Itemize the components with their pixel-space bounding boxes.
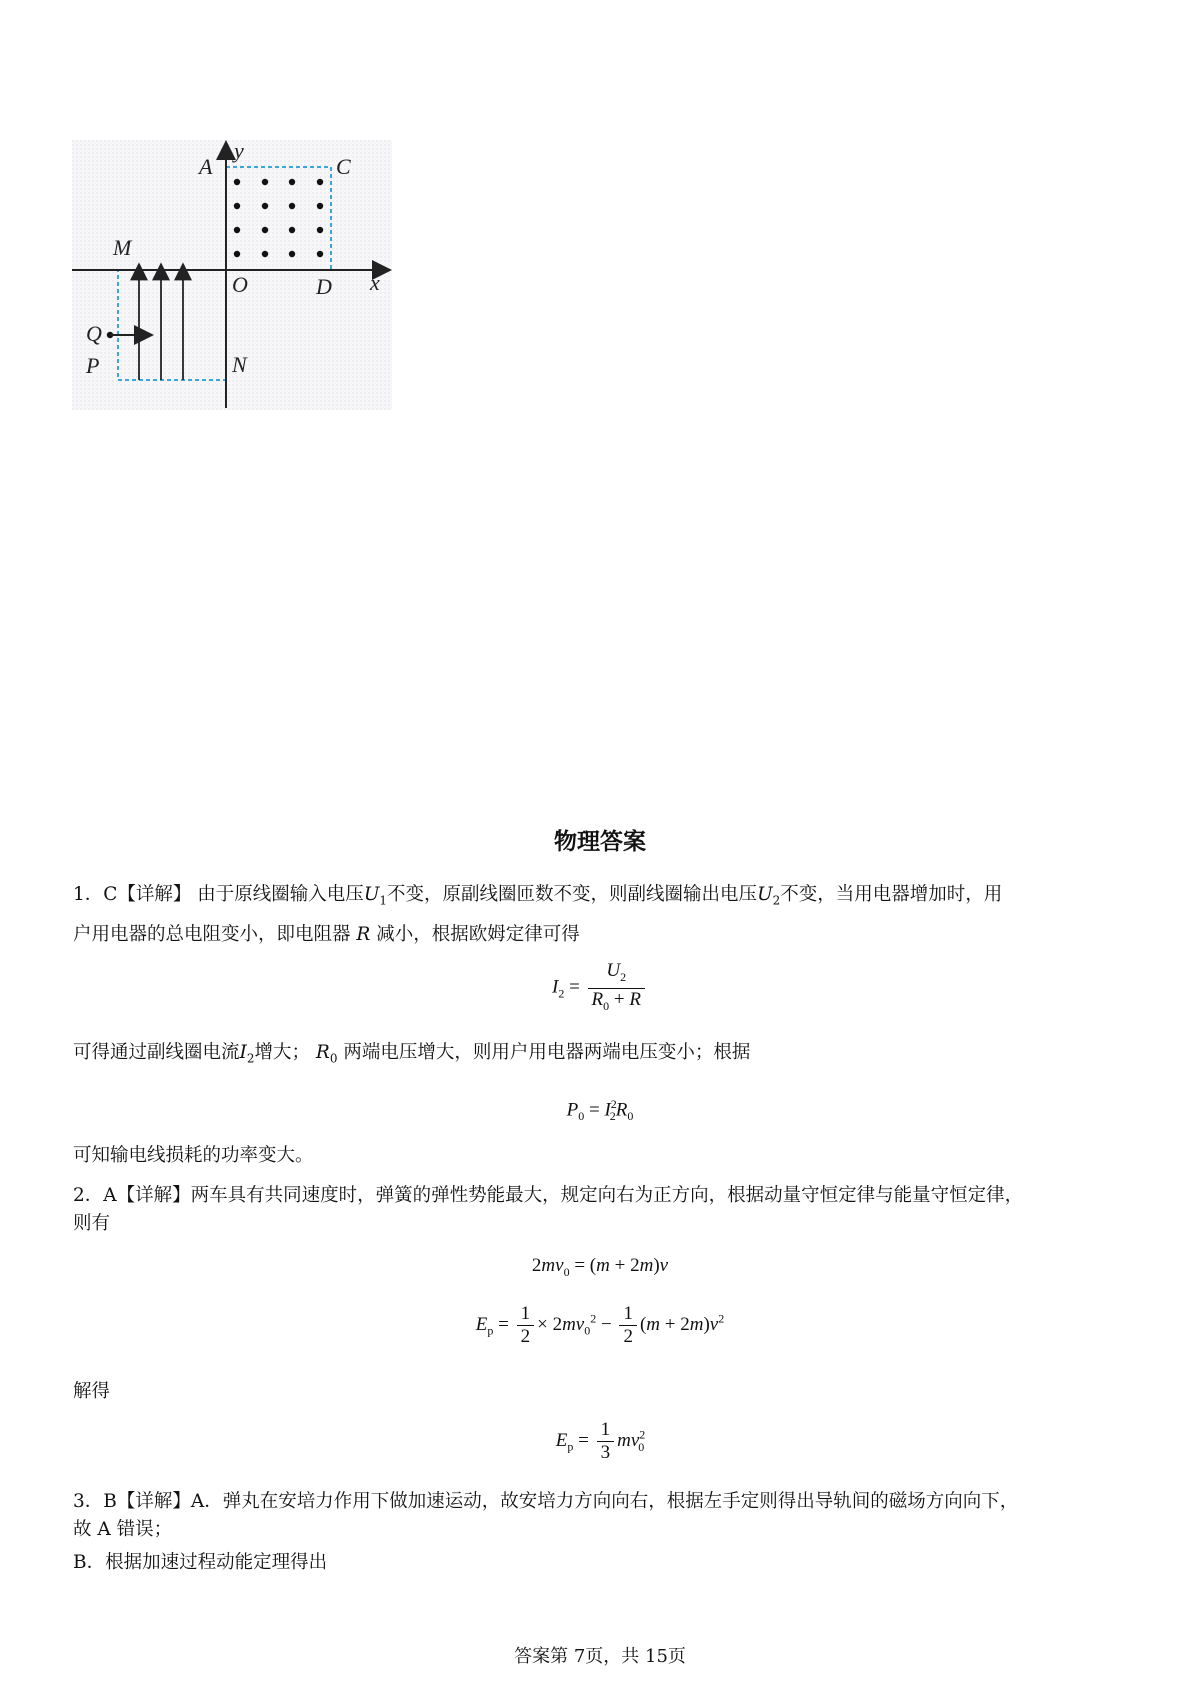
q2-line1: 2．A【详解】两车具有共同速度时，弹簧的弹性势能最大，规定向右为正方向，根据动量守恒定律与能量守恒定律， (73, 1185, 1024, 1206)
label-y: y (234, 140, 244, 163)
label-n: N (232, 352, 247, 377)
q2-line2: 则有 (73, 1213, 111, 1234)
label-x: x (370, 270, 380, 295)
label-p: P (86, 353, 100, 378)
page-title: 物理答案 (554, 829, 646, 855)
q1-line1: 1．C【详解】 由于原线圈输入电压$U_1$不变，原副线圈匝数不变，则副线圈输出电压$U_2$不变，当用电器增加时，用 (73, 884, 1003, 908)
page-footer: 答案第 7页，共 15页 (514, 1646, 686, 1667)
q1-line2: 户用电器的总电阻变小，即电阻器 R 减小，根据欧姆定律可得 (73, 924, 580, 945)
q3-line1: 3．B【详解】A．弹丸在安培力作用下做加速运动，故安培力方向向右，根据左手定则得出导轨间的磁场方向向下， (73, 1491, 1019, 1512)
label-m: M (113, 235, 132, 260)
q2-line3: 解得 (73, 1381, 111, 1402)
field-diagram (72, 140, 392, 410)
q3-line2: 故 A 错误； (73, 1519, 173, 1540)
label-c: C (336, 154, 351, 179)
label-a: A (199, 154, 213, 179)
equation-ohms-law: $I_2$ = $\frac{U_2}{R_0 + R}$ (0, 960, 1200, 1017)
equation-result: $E_p$ = $\frac{1}{3}$ $mv^2_0$ (555, 1419, 646, 1463)
label-q: Q (86, 321, 102, 346)
label-o: O (232, 272, 248, 297)
equation-power-loss: $P_0 = I^2_2R_0$ (566, 1097, 634, 1124)
equation-momentum: $2mv_0 = (m + 2m)v$ (531, 1255, 669, 1279)
q3-line3: B．根据加速过程动能定理得出 (73, 1552, 328, 1573)
q1-line3: 可得通过副线圈电流$I_2$增大； $R_0$ 两端电压增大，则用户用电器两端电压变小；根据 (73, 1042, 751, 1066)
q1-line4: 可知输电线损耗的功率变大。 (73, 1145, 314, 1166)
label-d: D (316, 274, 332, 299)
equation-energy: $E_p$ = $\frac{1}{2}$ × $2mv_0^2$ − $\frac{1}{2}$ $(m + 2m)v^2$ (475, 1303, 725, 1347)
